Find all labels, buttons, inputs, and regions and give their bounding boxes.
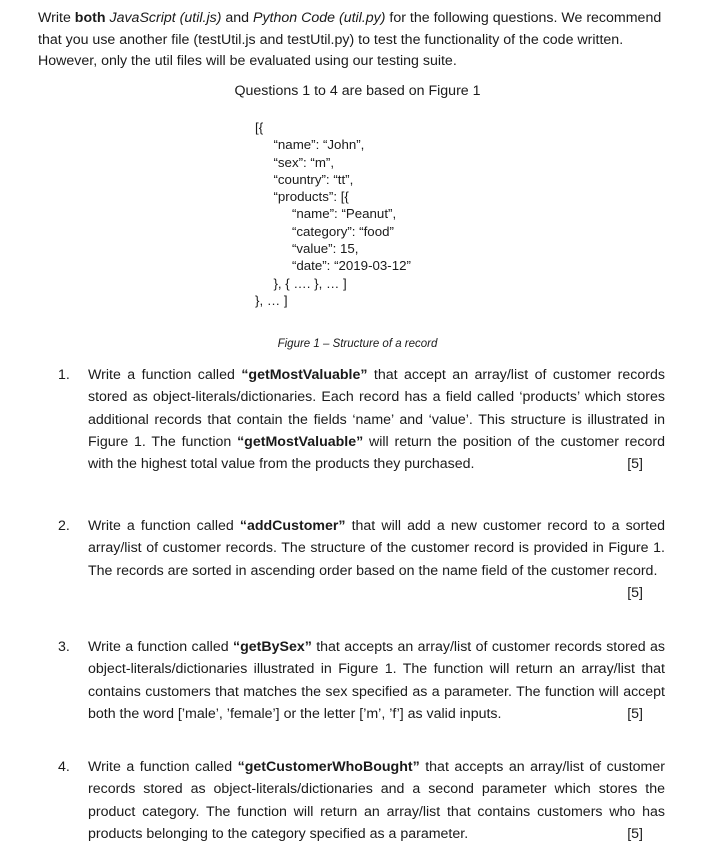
code-line: “name”: “John”, — [255, 137, 365, 153]
intro-paragraph — [38, 8, 668, 73]
question-marks: [5] — [627, 585, 643, 601]
code-line: “sex”: “m”, — [255, 154, 335, 170]
question-text: Write a function called — [88, 759, 238, 775]
question-2 — [58, 515, 665, 601]
function-name: “getCustomerWhoBought” — [237, 759, 420, 775]
question-text: Write a function called — [88, 518, 240, 534]
code-line: }, { …. }, … ] — [255, 275, 347, 291]
code-line: “name”: “Peanut”, — [255, 206, 397, 222]
question-number: 3. — [58, 639, 70, 655]
question-body — [88, 636, 665, 725]
code-line: “category”: “food” — [255, 223, 394, 239]
function-name: “getMostValuable” — [237, 433, 364, 450]
intro-text: for the following questions. We recommend that you use another file (testUtil.js and testUtil.py) to test the functionality of the code written. However, only the util files will be evaluated using our testing suite. — [38, 10, 662, 69]
intro-text: Write — [38, 10, 75, 26]
code-line: “products”: [{ — [255, 189, 349, 205]
question-text: that accepts an array/list of customer records stored as object-literals/dictionaries and a second parameter which stores the product category. The function will return an array/list that contains customers who has products belonging to the category specified as a parameter. — [88, 759, 665, 842]
code-line: “value”: 15, — [255, 241, 359, 257]
question-body — [88, 756, 665, 845]
question-4 — [58, 756, 665, 845]
question-text: will return the position of the customer record with the highest total value from the products they purchased. — [88, 433, 665, 473]
question-marks: [5] — [627, 826, 643, 842]
question-number: 1. — [58, 367, 70, 383]
function-name: “getMostValuable” — [241, 367, 368, 383]
question-body — [88, 515, 665, 582]
question-1 — [58, 364, 665, 475]
question-text: Write a function called — [88, 639, 233, 655]
question-number: 2. — [58, 518, 70, 534]
question-text: Write a function called — [88, 367, 242, 383]
function-name: “addCustomer” — [239, 518, 346, 534]
intro-text: and — [221, 10, 253, 26]
question-body — [88, 364, 665, 475]
code-line: “country”: “tt”, — [255, 171, 354, 187]
code-line: “date”: “2019-03-12” — [255, 258, 411, 274]
function-name: “getBySex” — [232, 639, 312, 655]
code-line: }, … ] — [255, 292, 288, 308]
code-line: [{ — [255, 120, 264, 135]
figure-caption: Figure 1 – Structure of a record — [277, 338, 438, 350]
intro-py-file: Python Code (util.py) — [253, 10, 386, 26]
question-number: 4. — [58, 759, 70, 775]
question-marks: [5] — [627, 706, 643, 722]
figure-1-code-block — [255, 119, 411, 309]
question-3 — [58, 636, 665, 725]
question-text: that accept an array/list of customer records stored as object-literals/dictionaries. Each record has a field called ‘products’ which stores additional records that contain the fields ‘name’ and ‘value’. This structure is illustrated in Figure 1. The function — [88, 367, 665, 450]
question-text: that accepts an array/list of customer records stored as object-literals/dictionaries illustrated in Figure 1. The function will return an array/list that contains customers that matches the sex specified as a parameter. The function will accept both the word [’male’, ’female’] or the letter [’m’, ’f’] as valid inputs. — [88, 639, 665, 722]
intro-both-bold: both — [74, 10, 106, 26]
intro-js-file: JavaScript (util.js) — [109, 10, 222, 26]
question-text: that will add a new customer record to a sorted array/list of customer records. The structure of the customer record is provided in Figure 1. The records are sorted in ascending order based on the name field of the customer record. — [88, 518, 665, 579]
section-caption: Questions 1 to 4 are based on Figure 1 — [234, 83, 481, 99]
question-marks: [5] — [627, 456, 643, 472]
